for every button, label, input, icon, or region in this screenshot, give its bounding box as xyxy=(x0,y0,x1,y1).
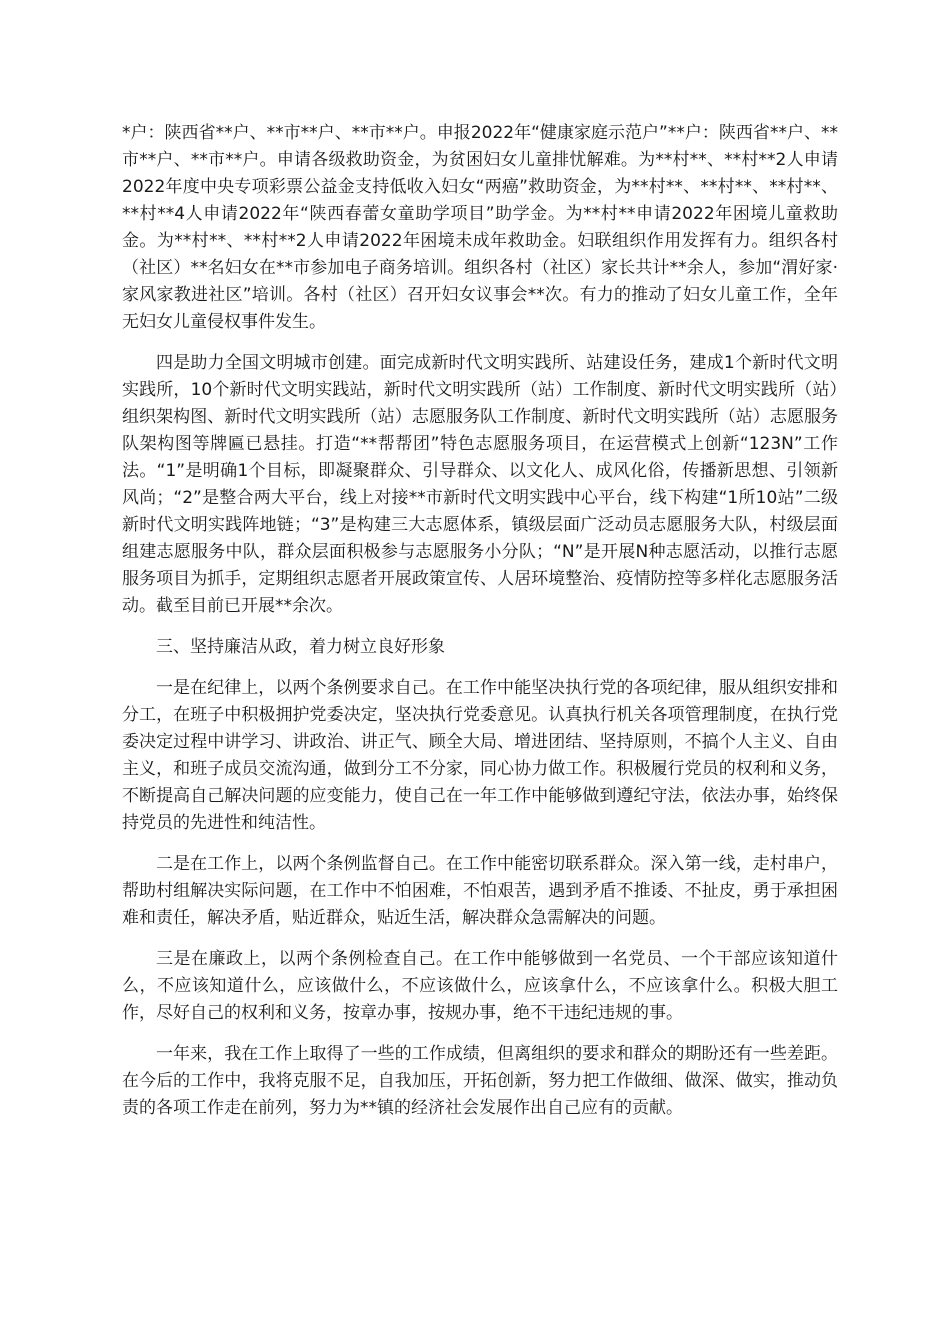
paragraph-integrity: 三是在廉政上，以两个条例检查自己。在工作中能够做到一名党员、一个干部应该知道什么，不应该知道什么，应该做什么，不应该做什么，应该拿什么，不应该拿什么。积极大胆工作，尽好自己的权利和义务，按章办事，按规办事，绝不干违纪违规的事。 xyxy=(122,949,838,1023)
section-heading-integrity: 三、坚持廉洁从政，着力树立良好形象 xyxy=(156,637,445,657)
paragraph-conclusion: 一年来，我在工作上取得了一些的工作成绩，但离组织的要求和群众的期盼还有一些差距。在今后的工作中，我将克服不足，自我加压，开拓创新，努力把工作做细、做深、做实，推动负责的各项工作走在前列，努力为**镇的经济社会发展作出自己应有的贡献。 xyxy=(122,1044,838,1118)
document-page xyxy=(122,120,838,1136)
paragraph-women-children-work: *户：陕西省**户、**市**户、**市**户。申报2022年“健康家庭示范户”**户：陕西省**户、**市**户、**市**户。申请各级救助资金，为贫困妇女儿童排忧解难。为**村**、**村**2人申请2022年度中央专项彩票公益金支持低收入妇女“两癌”救助资金，为**村**、**村**、**村**、**村**4人申请2022年“陕西春蕾女童助学项目”助学金。为**村**申请2022年困境儿童救助金。为**村**、**村**2人申请2022年困境未成年救助金。妇联组织作用发挥有力。组织各村（社区）**名妇女在**市参加电子商务培训。组织各村（社区）家长共计**余人，参加“渭好家·家风家教进社区”培训。各村（社区）召开妇女议事会**次。有力的推动了妇女儿童工作，全年无妇女儿童侵权事件发生。 xyxy=(122,123,838,332)
paragraph-work: 二是在工作上，以两个条例监督自己。在工作中能密切联系群众。深入第一线，走村串户，帮助村组解决实际问题，在工作中不怕困难，不怕艰苦，遇到矛盾不推诿、不扯皮，勇于承担困难和责任，解决矛盾，贴近群众，贴近生活，解决群众急需解决的问题。 xyxy=(122,854,838,928)
paragraph-discipline: 一是在纪律上，以两个条例要求自己。在工作中能坚决执行党的各项纪律，服从组织安排和分工，在班子中积极拥护党委决定，坚决执行党委意见。认真执行机关各项管理制度，在执行党委决定过程中讲学习、讲政治、讲正气、顾全大局、增进团结、坚持原则，不搞个人主义、自由主义，和班子成员交流沟通，做到分工不分家，同心协力做工作。积极履行党员的权利和义务，不断提高自己解决问题的应变能力，使自己在一年工作中能够做到遵纪守法，依法办事，始终保持党员的先进性和纯洁性。 xyxy=(122,678,838,833)
paragraph-civilization-city: 四是助力全国文明城市创建。面完成新时代文明实践所、站建设任务，建成1个新时代文明实践所，10个新时代文明实践站，新时代文明实践所（站）工作制度、新时代文明实践所（站）组织架构图、新时代文明实践所（站）志愿服务队工作制度、新时代文明实践所（站）志愿服务队架构图等牌匾已悬挂。打造“**帮帮团”特色志愿服务项目，在运营模式上创新“123N”工作法。“1”是明确1个目标，即凝聚群众、引导群众、以文化人、成风化俗，传播新思想、引领新风尚；“2”是整合两大平台，线上对接**市新时代文明实践中心平台，线下构建“1所10站”二级新时代文明实践阵地链；“3”是构建三大志愿体系，镇级层面广泛动员志愿服务大队，村级层面组建志愿服务中队，群众层面积极参与志愿服务小分队；“N”是开展N种志愿活动，以推行志愿服务项目为抓手，定期组织志愿者开展政策宣传、人居环境整治、疫情防控等多样化志愿服务活动。截至目前已开展**余次。 xyxy=(122,353,838,616)
